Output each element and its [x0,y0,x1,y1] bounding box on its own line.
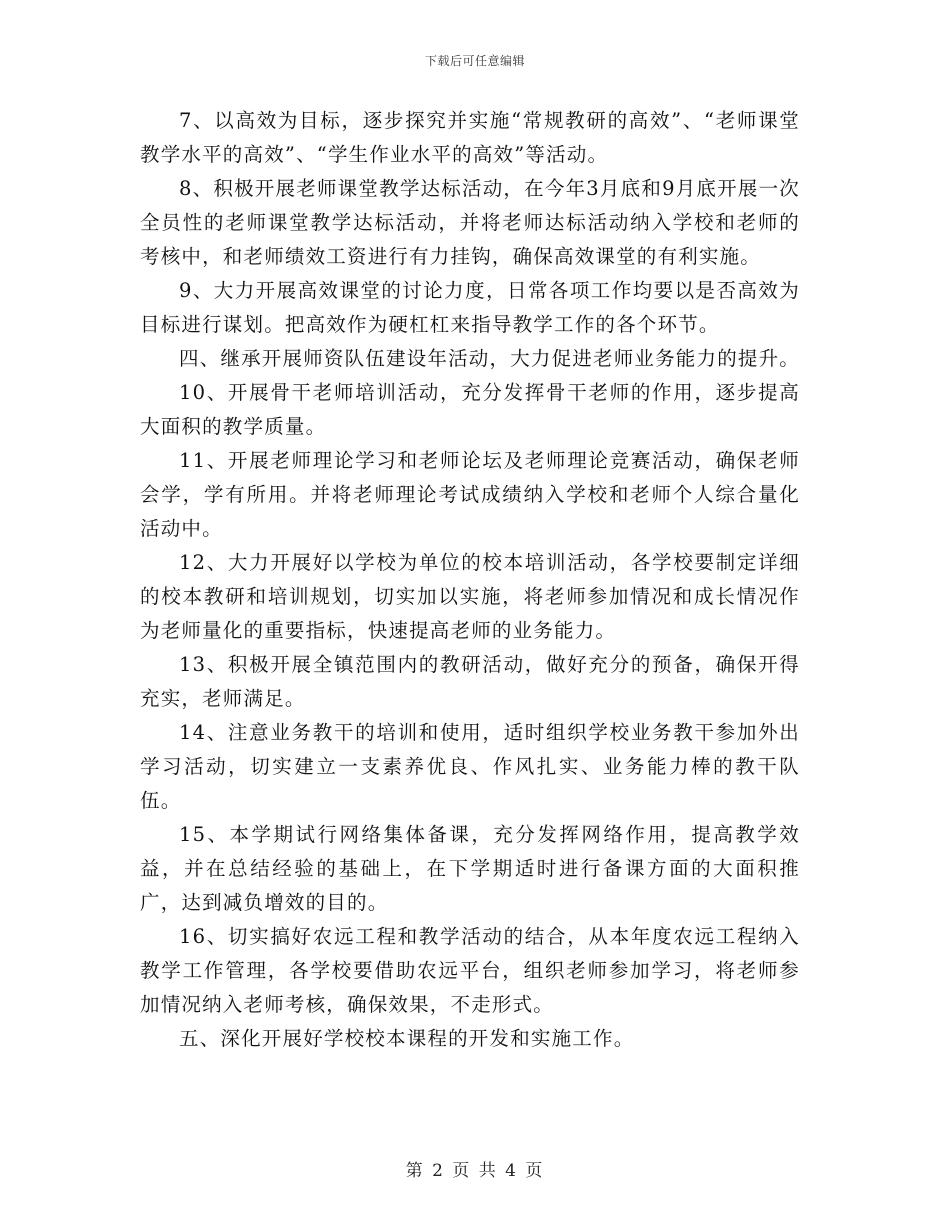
paragraph-item-8: 8、积极开展老师课堂教学达标活动，在今年3月底和9月底开展一次全员性的老师课堂教学达标活动，并将老师达标活动纳入学校和老师的考核中，和老师绩效工资进行有力挂钩，确保高效课堂的有利实施。 [140,177,800,268]
document-body [140,104,800,1056]
paragraph-item-15: 15、本学期试行网络集体备课，充分发挥网络作用，提高教学效益，并在总结经验的基础上，在下学期适时进行备课方面的大面积推广，达到减负增效的目的。 [140,823,800,914]
header-note: 下载后可任意编辑 [424,54,525,68]
paragraph-item-14: 14、注意业务教干的培训和使用，适时组织学校业务教干参加外出学习活动，切实建立一支素养优良、作风扎实、业务能力棒的教干队伍。 [140,721,800,812]
section-heading-4: 四、继承开展师资队伍建设年活动，大力促进老师业务能力的提升。 [179,347,801,370]
paragraph-item-9: 9、大力开展高效课堂的讨论力度，日常各项工作均要以是否高效为目标进行谋划。把高效作为硬杠杠来指导教学工作的各个环节。 [140,279,800,336]
paragraph-item-16: 16、切实搞好农远工程和教学活动的结合，从本年度农远工程纳入教学工作管理，各学校要借助农远平台，组织老师参加学习，将老师参加情况纳入老师考核，确保效果，不走形式。 [140,925,800,1016]
paragraph-item-10: 10、开展骨干老师培训活动，充分发挥骨干老师的作用，逐步提高大面积的教学质量。 [140,381,800,438]
section-heading-5: 五、深化开展好学校校本课程的开发和实施工作。 [179,1027,635,1050]
paragraph-item-12: 12、大力开展好以学校为单位的校本培训活动，各学校要制定详细的校本教研和培训规划，切实加以实施，将老师参加情况和成长情况作为老师量化的重要指标，快速提高老师的业务能力。 [140,551,800,642]
paragraph-item-11: 11、开展老师理论学习和老师论坛及老师理论竞赛活动，确保老师会学，学有所用。并将老师理论考试成绩纳入学校和老师个人综合量化活动中。 [140,449,800,540]
paragraph-item-13: 13、积极开展全镇范围内的教研活动，做好充分的预备，确保开得充实，老师满足。 [140,653,800,710]
paragraph-item-7: 7、以高效为目标，逐步探究并实施“常规教研的高效”、“老师课堂教学水平的高效”、“学生作业水平的高效”等活动。 [140,109,800,166]
page-number-footer: 第 2 页 共 4 页 [405,1161,545,1181]
